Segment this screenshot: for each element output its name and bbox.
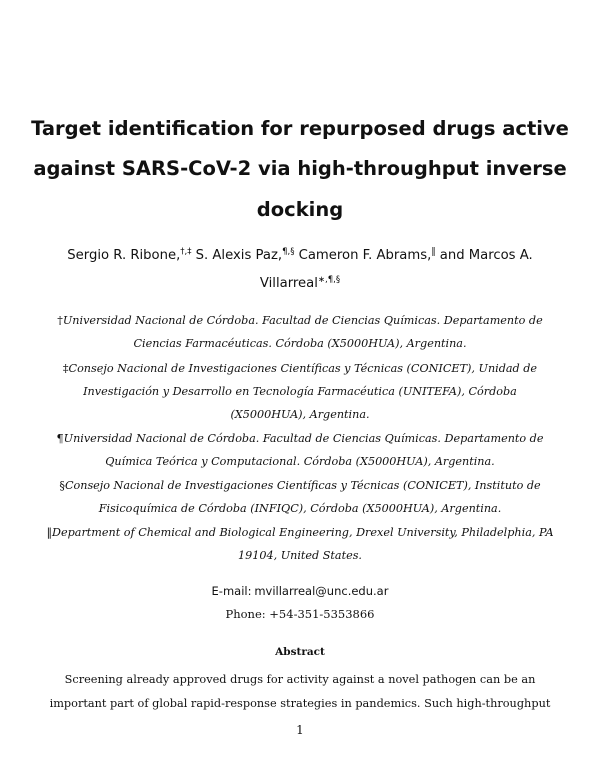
author-name: S. Alexis Paz, (191, 248, 283, 263)
contact-phone (0, 607, 600, 621)
author-name: Cameron F. Abrams, (294, 248, 432, 263)
affiliation-line: Química Teórica y Computacional. Córdoba (X5000HUA), Argentina. (105, 455, 495, 468)
paper-title-line-1: Target identification for repurposed drugs active (31, 117, 569, 140)
author-marks: ∗,¶,§ (317, 275, 341, 285)
affiliation-text: Universidad Nacional de Córdoba. Facultad de Ciencias Químicas. Departamento de (63, 432, 544, 445)
author-name: and Marcos A. (435, 248, 533, 263)
affiliation-line (0, 526, 600, 539)
affiliation-text: Department of Chemical and Biological Engineering, Drexel University, Philadelphia, PA (52, 526, 554, 539)
affiliation-text: Universidad Nacional de Córdoba. Facultad de Ciencias Químicas. Departamento de (62, 314, 543, 327)
affiliation-line (0, 314, 600, 327)
affiliation-line (0, 432, 600, 445)
contact-email (0, 584, 600, 598)
affiliation-mark: ‡ (62, 362, 69, 375)
author-list-line-1 (0, 247, 600, 263)
affiliation-mark: ¶ (56, 432, 64, 445)
page-number: 1 (296, 723, 304, 737)
affiliation-line: Ciencias Farmacéuticas. Córdoba (X5000HUA), Argentina. (133, 337, 467, 350)
affiliation-text: Consejo Nacional de Investigaciones Científicas y Técnicas (CONICET), Unidad de (68, 362, 538, 375)
affiliation-line: (X5000HUA), Argentina. (230, 408, 370, 421)
affiliation-mark: ‖ (46, 526, 53, 539)
paper-title-line-3: docking (256, 198, 344, 221)
abstract-heading: Abstract (275, 646, 325, 658)
author-marks: ¶,§ (282, 247, 295, 257)
author-marks: ‖ (431, 247, 436, 257)
affiliation-line (0, 362, 600, 375)
phone-label: Phone: (225, 607, 266, 621)
phone-number: +54-351-5353866 (269, 607, 375, 621)
affiliation-line: Fisicoquímica de Córdoba (INFIQC), Córdoba (X5000HUA), Argentina. (98, 502, 502, 515)
abstract-text-line-2: important part of global rapid-response strategies in pandemics. Such high-throughput (49, 697, 551, 710)
affiliation-mark: † (57, 314, 63, 327)
affiliation-line: Investigación y Desarrollo en Tecnología Farmacéutica (UNITEFA), Córdoba (83, 385, 517, 398)
paper-title-line-2: against SARS-CoV-2 via high-throughput inverse (33, 157, 567, 180)
email-label: E-mail: (211, 584, 252, 598)
author-list-line-2 (0, 275, 600, 291)
affiliation-line: 19104, United States. (238, 549, 362, 562)
author-name: Villarreal (259, 276, 318, 291)
affiliation-mark: § (59, 479, 65, 492)
author-name: Sergio R. Ribone, (67, 248, 181, 263)
affiliation-text: Consejo Nacional de Investigaciones Científicas y Técnicas (CONICET), Instituto de (64, 479, 541, 492)
affiliation-line (0, 479, 600, 492)
abstract-text-line-1: Screening already approved drugs for activity against a novel pathogen can be an (64, 673, 536, 686)
email-link[interactable]: mvillarreal@unc.edu.ar (254, 584, 389, 598)
author-marks: †,‡ (180, 247, 192, 257)
